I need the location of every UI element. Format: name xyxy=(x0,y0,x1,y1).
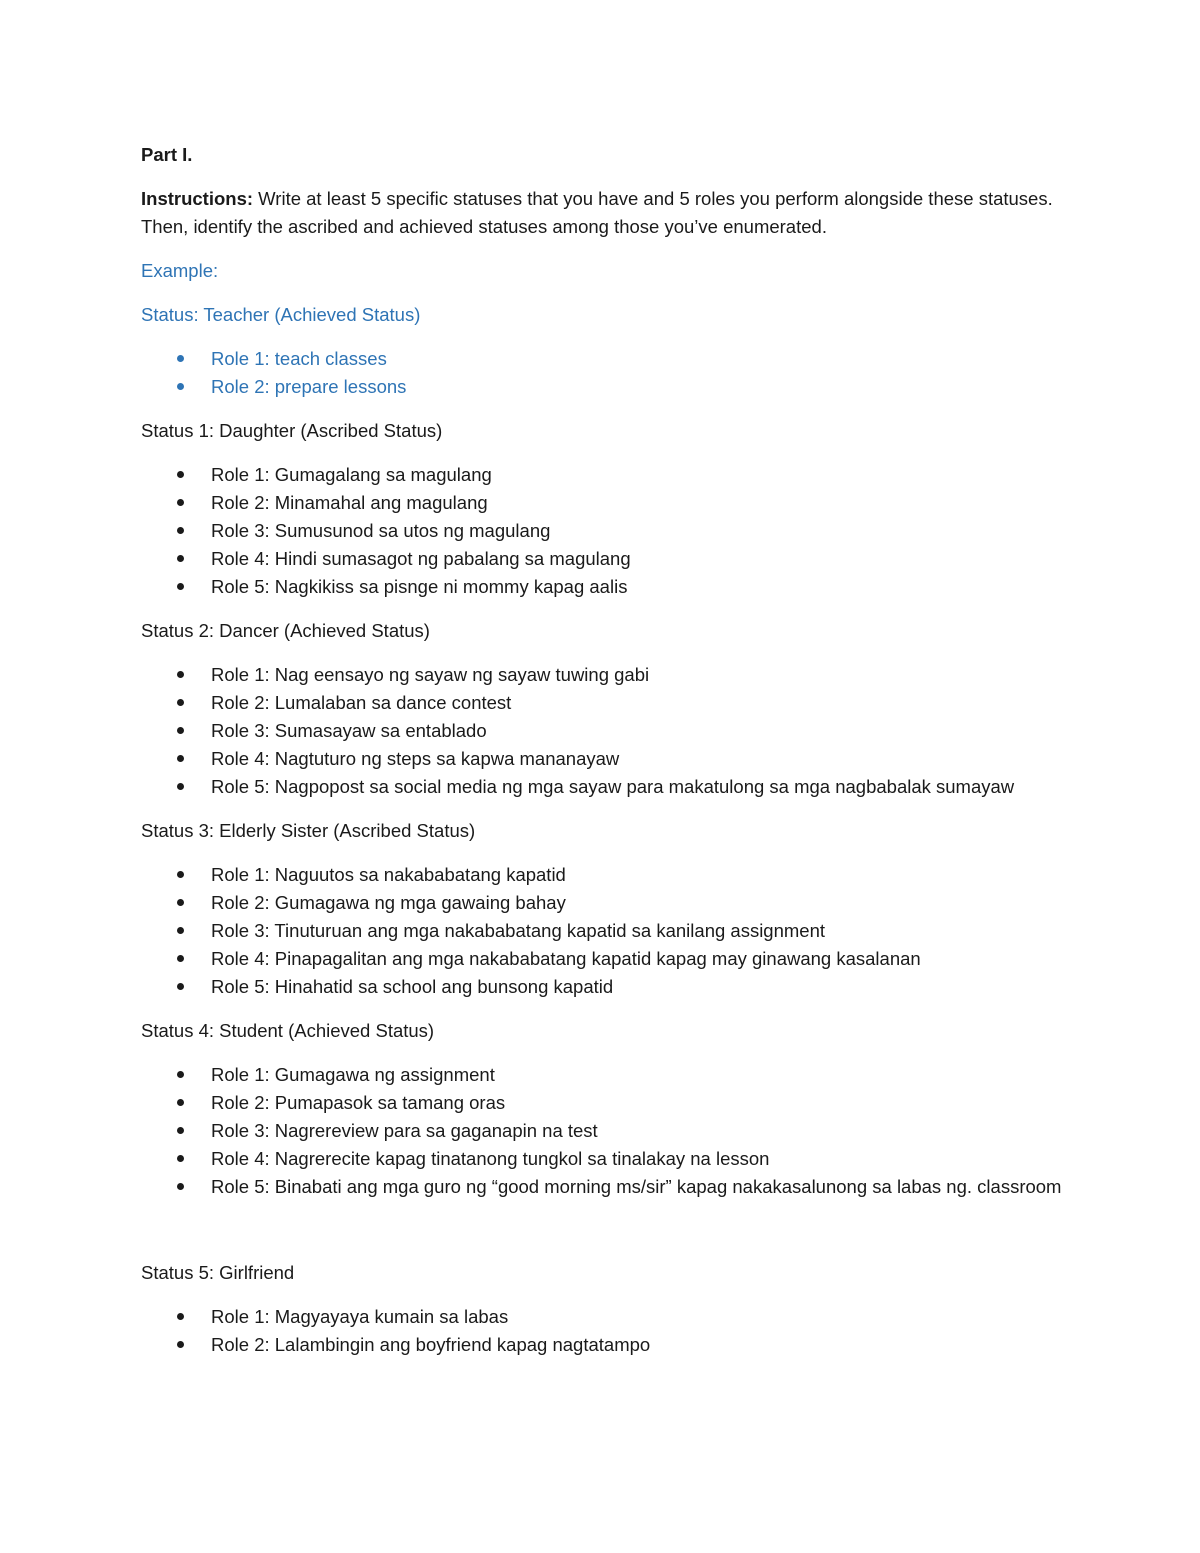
example-roles-list xyxy=(141,345,1081,401)
role-text: Binabati ang mga guro ng “good morning ms/sir” kapag nakakasalunong sa labas ng. classroom xyxy=(269,1176,1062,1197)
role-label: Role 2: xyxy=(211,492,270,513)
list-item xyxy=(141,773,1081,801)
role-label: Role 1: xyxy=(211,464,270,485)
list-item xyxy=(141,545,1081,573)
role-label: Role 1: xyxy=(211,664,270,685)
bullet-dot-icon xyxy=(174,945,186,973)
role-label: Role 5: xyxy=(211,976,270,997)
list-item xyxy=(141,1061,1081,1089)
bullet-dot-icon xyxy=(174,345,186,373)
role-label: Role 1: xyxy=(211,864,270,885)
bullet-dot-icon xyxy=(174,861,186,889)
role-text: Magyayaya kumain sa labas xyxy=(269,1306,509,1327)
bullet-dot-icon xyxy=(174,1089,186,1117)
instructions-text: Write at least 5 specific statuses that you have and 5 roles you perform alongside these statuses. Then, identify the ascribed and achieved statuses among those you’ve enumerated. xyxy=(141,188,1053,237)
list-item xyxy=(141,1303,1081,1331)
list-item xyxy=(141,461,1081,489)
role-label: Role 2: xyxy=(211,692,270,713)
list-item xyxy=(141,745,1081,773)
role-text: Sumusunod sa utos ng magulang xyxy=(269,520,551,541)
list-item xyxy=(141,1117,1081,1145)
bullet-dot-icon xyxy=(174,573,186,601)
bullet-dot-icon xyxy=(174,1331,186,1359)
bullet-dot-icon xyxy=(174,1061,186,1089)
bullet-dot-icon xyxy=(174,461,186,489)
role-text: Pinapagalitan ang mga nakababatang kapatid kapag may ginawang kasalanan xyxy=(269,948,921,969)
list-item xyxy=(141,717,1081,745)
example-heading: Example: xyxy=(141,260,219,281)
role-label: Role 2: xyxy=(211,892,270,913)
list-item xyxy=(141,661,1081,689)
role-text: Nag eensayo ng sayaw ng sayaw tuwing gabi xyxy=(269,664,650,685)
role-text: Gumagawa ng mga gawaing bahay xyxy=(269,892,566,913)
bullet-dot-icon xyxy=(174,689,186,717)
role-text: Pumapasok sa tamang oras xyxy=(269,1092,506,1113)
role-text: Gumagalang sa magulang xyxy=(269,464,492,485)
status-4-roles-list xyxy=(141,1061,1081,1201)
role-text: Nagrereview para sa gaganapin na test xyxy=(269,1120,598,1141)
part-title: Part I. xyxy=(141,144,193,165)
list-item xyxy=(141,489,1081,517)
role-label: Role 4: xyxy=(211,548,270,569)
bullet-dot-icon xyxy=(174,373,186,401)
list-item xyxy=(141,517,1081,545)
bullet-dot-icon xyxy=(174,745,186,773)
bullet-dot-icon xyxy=(174,889,186,917)
bullet-dot-icon xyxy=(174,517,186,545)
status-2-roles-list xyxy=(141,661,1081,801)
bullet-dot-icon xyxy=(174,1303,186,1331)
role-label: Role 4: xyxy=(211,1148,270,1169)
role-text: prepare lessons xyxy=(269,376,407,397)
status-4-title: Status 4: Student (Achieved Status) xyxy=(141,1020,435,1041)
status-3-title: Status 3: Elderly Sister (Ascribed Status) xyxy=(141,820,476,841)
bullet-dot-icon xyxy=(174,489,186,517)
bullet-dot-icon xyxy=(174,1117,186,1145)
status-3-roles-list xyxy=(141,861,1081,1001)
role-label: Role 5: xyxy=(211,1176,270,1197)
list-item xyxy=(141,889,1081,917)
role-text: Gumagawa ng assignment xyxy=(269,1064,495,1085)
role-text: Hinahatid sa school ang bunsong kapatid xyxy=(269,976,614,997)
list-item xyxy=(141,973,1081,1001)
bullet-dot-icon xyxy=(174,773,186,801)
list-item xyxy=(141,1331,1081,1359)
bullet-dot-icon xyxy=(174,1145,186,1173)
role-text: Nagpopost sa social media ng mga sayaw para makatulong sa mga nagbabalak sumayaw xyxy=(269,776,1015,797)
role-label: Role 5: xyxy=(211,776,270,797)
role-label: Role 1: xyxy=(211,1064,270,1085)
list-item xyxy=(141,573,1081,601)
role-text: Naguutos sa nakababatang kapatid xyxy=(269,864,566,885)
role-text: Lalambingin ang boyfriend kapag nagtatampo xyxy=(269,1334,651,1355)
bullet-dot-icon xyxy=(174,973,186,1001)
role-text: teach classes xyxy=(269,348,387,369)
role-label: Role 3: xyxy=(211,1120,270,1141)
role-text: Nagkikiss sa pisnge ni mommy kapag aalis xyxy=(269,576,628,597)
instructions-label: Instructions: xyxy=(141,188,254,209)
list-item xyxy=(141,373,1081,401)
list-item xyxy=(141,945,1081,973)
list-item xyxy=(141,1089,1081,1117)
status-5-roles-list xyxy=(141,1303,1081,1359)
instructions-paragraph xyxy=(141,185,1081,241)
role-text: Minamahal ang magulang xyxy=(269,492,488,513)
list-item xyxy=(141,1173,1081,1201)
role-label: Role 4: xyxy=(211,748,270,769)
role-label: Role 5: xyxy=(211,576,270,597)
role-label: Role 2: xyxy=(211,1092,270,1113)
bullet-dot-icon xyxy=(174,661,186,689)
role-text: Nagtuturo ng steps sa kapwa mananayaw xyxy=(269,748,620,769)
list-item xyxy=(141,689,1081,717)
role-label: Role 2: xyxy=(211,1334,270,1355)
list-item xyxy=(141,345,1081,373)
status-2-title: Status 2: Dancer (Achieved Status) xyxy=(141,620,430,641)
list-item xyxy=(141,861,1081,889)
role-text: Lumalaban sa dance contest xyxy=(269,692,512,713)
example-status: Status: Teacher (Achieved Status) xyxy=(141,304,421,325)
role-label: Role 1: xyxy=(211,1306,270,1327)
role-label: Role 2: xyxy=(211,376,270,397)
bullet-dot-icon xyxy=(174,717,186,745)
role-label: Role 1: xyxy=(211,348,270,369)
bullet-dot-icon xyxy=(174,545,186,573)
bullet-dot-icon xyxy=(174,917,186,945)
role-text: Nagrerecite kapag tinatanong tungkol sa tinalakay na lesson xyxy=(269,1148,770,1169)
list-item xyxy=(141,1145,1081,1173)
status-5-title: Status 5: Girlfriend xyxy=(141,1262,295,1283)
list-item xyxy=(141,917,1081,945)
role-text: Sumasayaw sa entablado xyxy=(269,720,487,741)
role-text: Tinuturuan ang mga nakababatang kapatid sa kanilang assignment xyxy=(269,920,826,941)
status-1-roles-list xyxy=(141,461,1081,601)
bullet-dot-icon xyxy=(174,1173,186,1201)
role-label: Role 3: xyxy=(211,520,270,541)
role-label: Role 3: xyxy=(211,720,270,741)
role-label: Role 3: xyxy=(211,920,270,941)
document-page xyxy=(141,141,1081,1375)
role-text: Hindi sumasagot ng pabalang sa magulang xyxy=(269,548,631,569)
status-1-title: Status 1: Daughter (Ascribed Status) xyxy=(141,420,443,441)
role-label: Role 4: xyxy=(211,948,270,969)
